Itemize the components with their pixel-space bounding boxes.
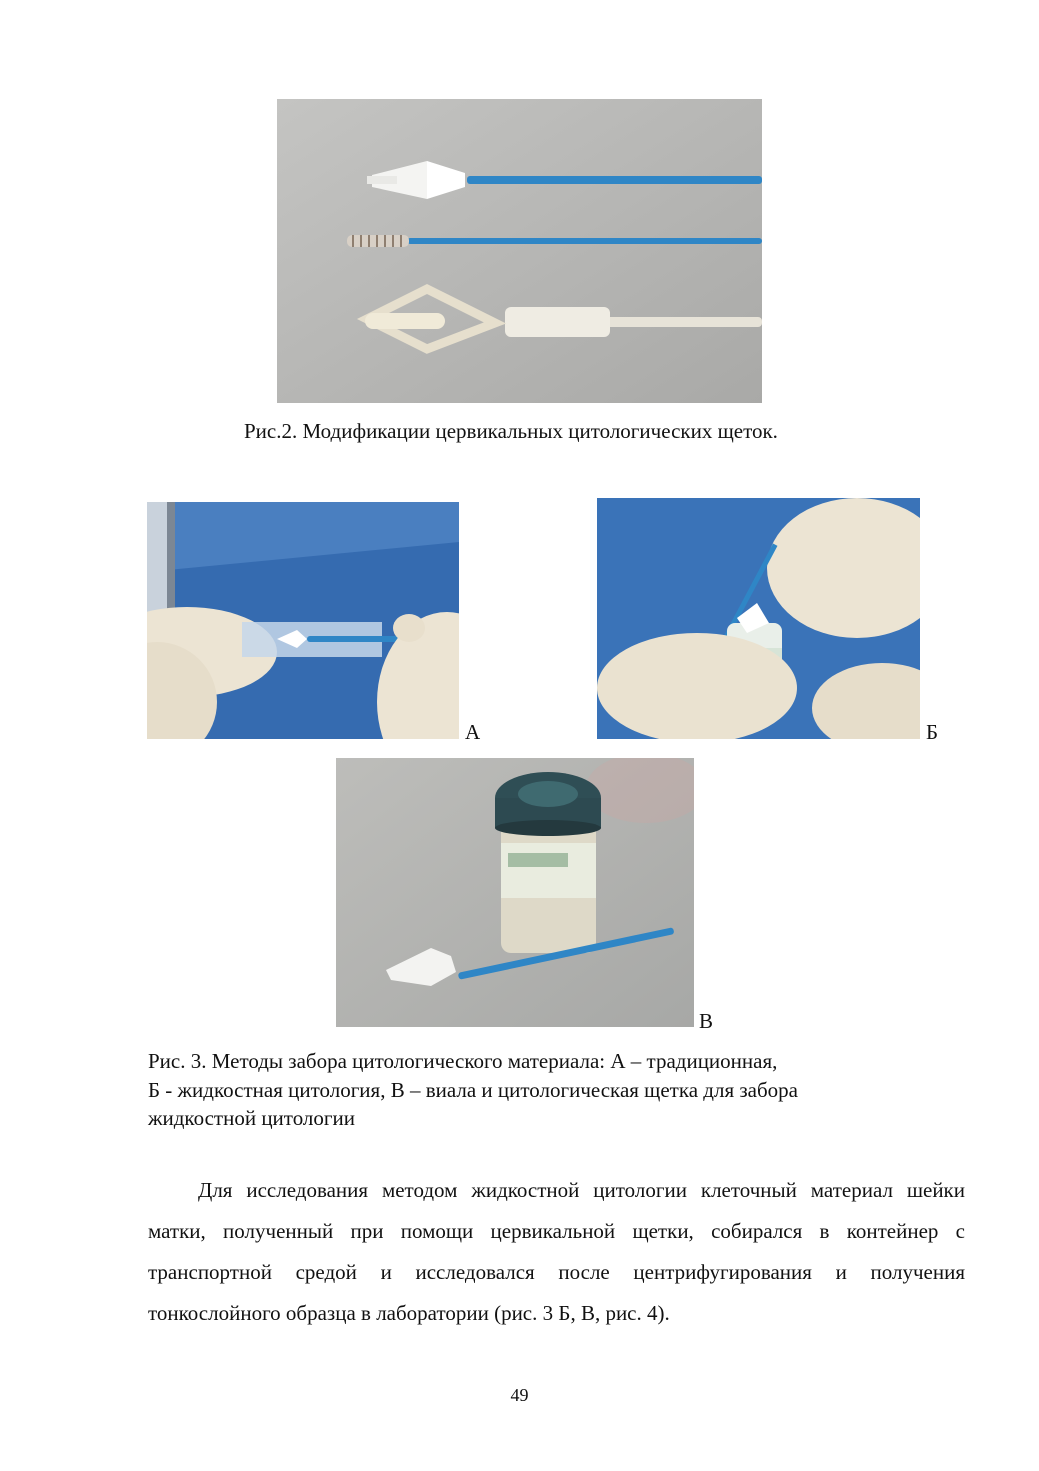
- traditional-smear-image: [147, 502, 459, 739]
- figure-3c-label: В: [699, 1009, 714, 1033]
- body-paragraph: [148, 1170, 965, 1334]
- figure-3a-photo: [147, 502, 459, 739]
- figure-2-photo: [277, 99, 762, 403]
- cervical-brushes-image: [277, 99, 762, 403]
- figure-2-caption: Рис.2. Модификации цервикальных цитологических щеток.: [244, 419, 778, 443]
- figure-3b-photo: [597, 498, 920, 739]
- vial-and-brush-image: [336, 758, 694, 1027]
- liquid-cytology-image: [597, 498, 920, 739]
- figure-3-caption-line-3: жидкостной цитологии: [148, 1106, 355, 1130]
- figure-3-caption-line-1: Рис. 3. Методы забора цитологического материала: А – традиционная,: [148, 1049, 778, 1073]
- figure-3b-label: Б: [926, 720, 939, 744]
- body-paragraph-text: Для исследования методом жидкостной цитологии клеточный материал шейки матки, полученный при помощи цервикальной щетки, собирался в контейнер с транспортной средой и исследовался после центрифугирования и получения тонкослойного образца в лаборатории (рис. 3 Б, В, рис. 4).: [148, 1178, 965, 1325]
- page-number: 49: [510, 1385, 529, 1405]
- figure-3c-photo: [336, 758, 694, 1027]
- figure-3-caption-line-2: Б - жидкостная цитология, В – виала и цитологическая щетка для забора: [148, 1078, 798, 1102]
- figure-3a-label: А: [465, 720, 481, 744]
